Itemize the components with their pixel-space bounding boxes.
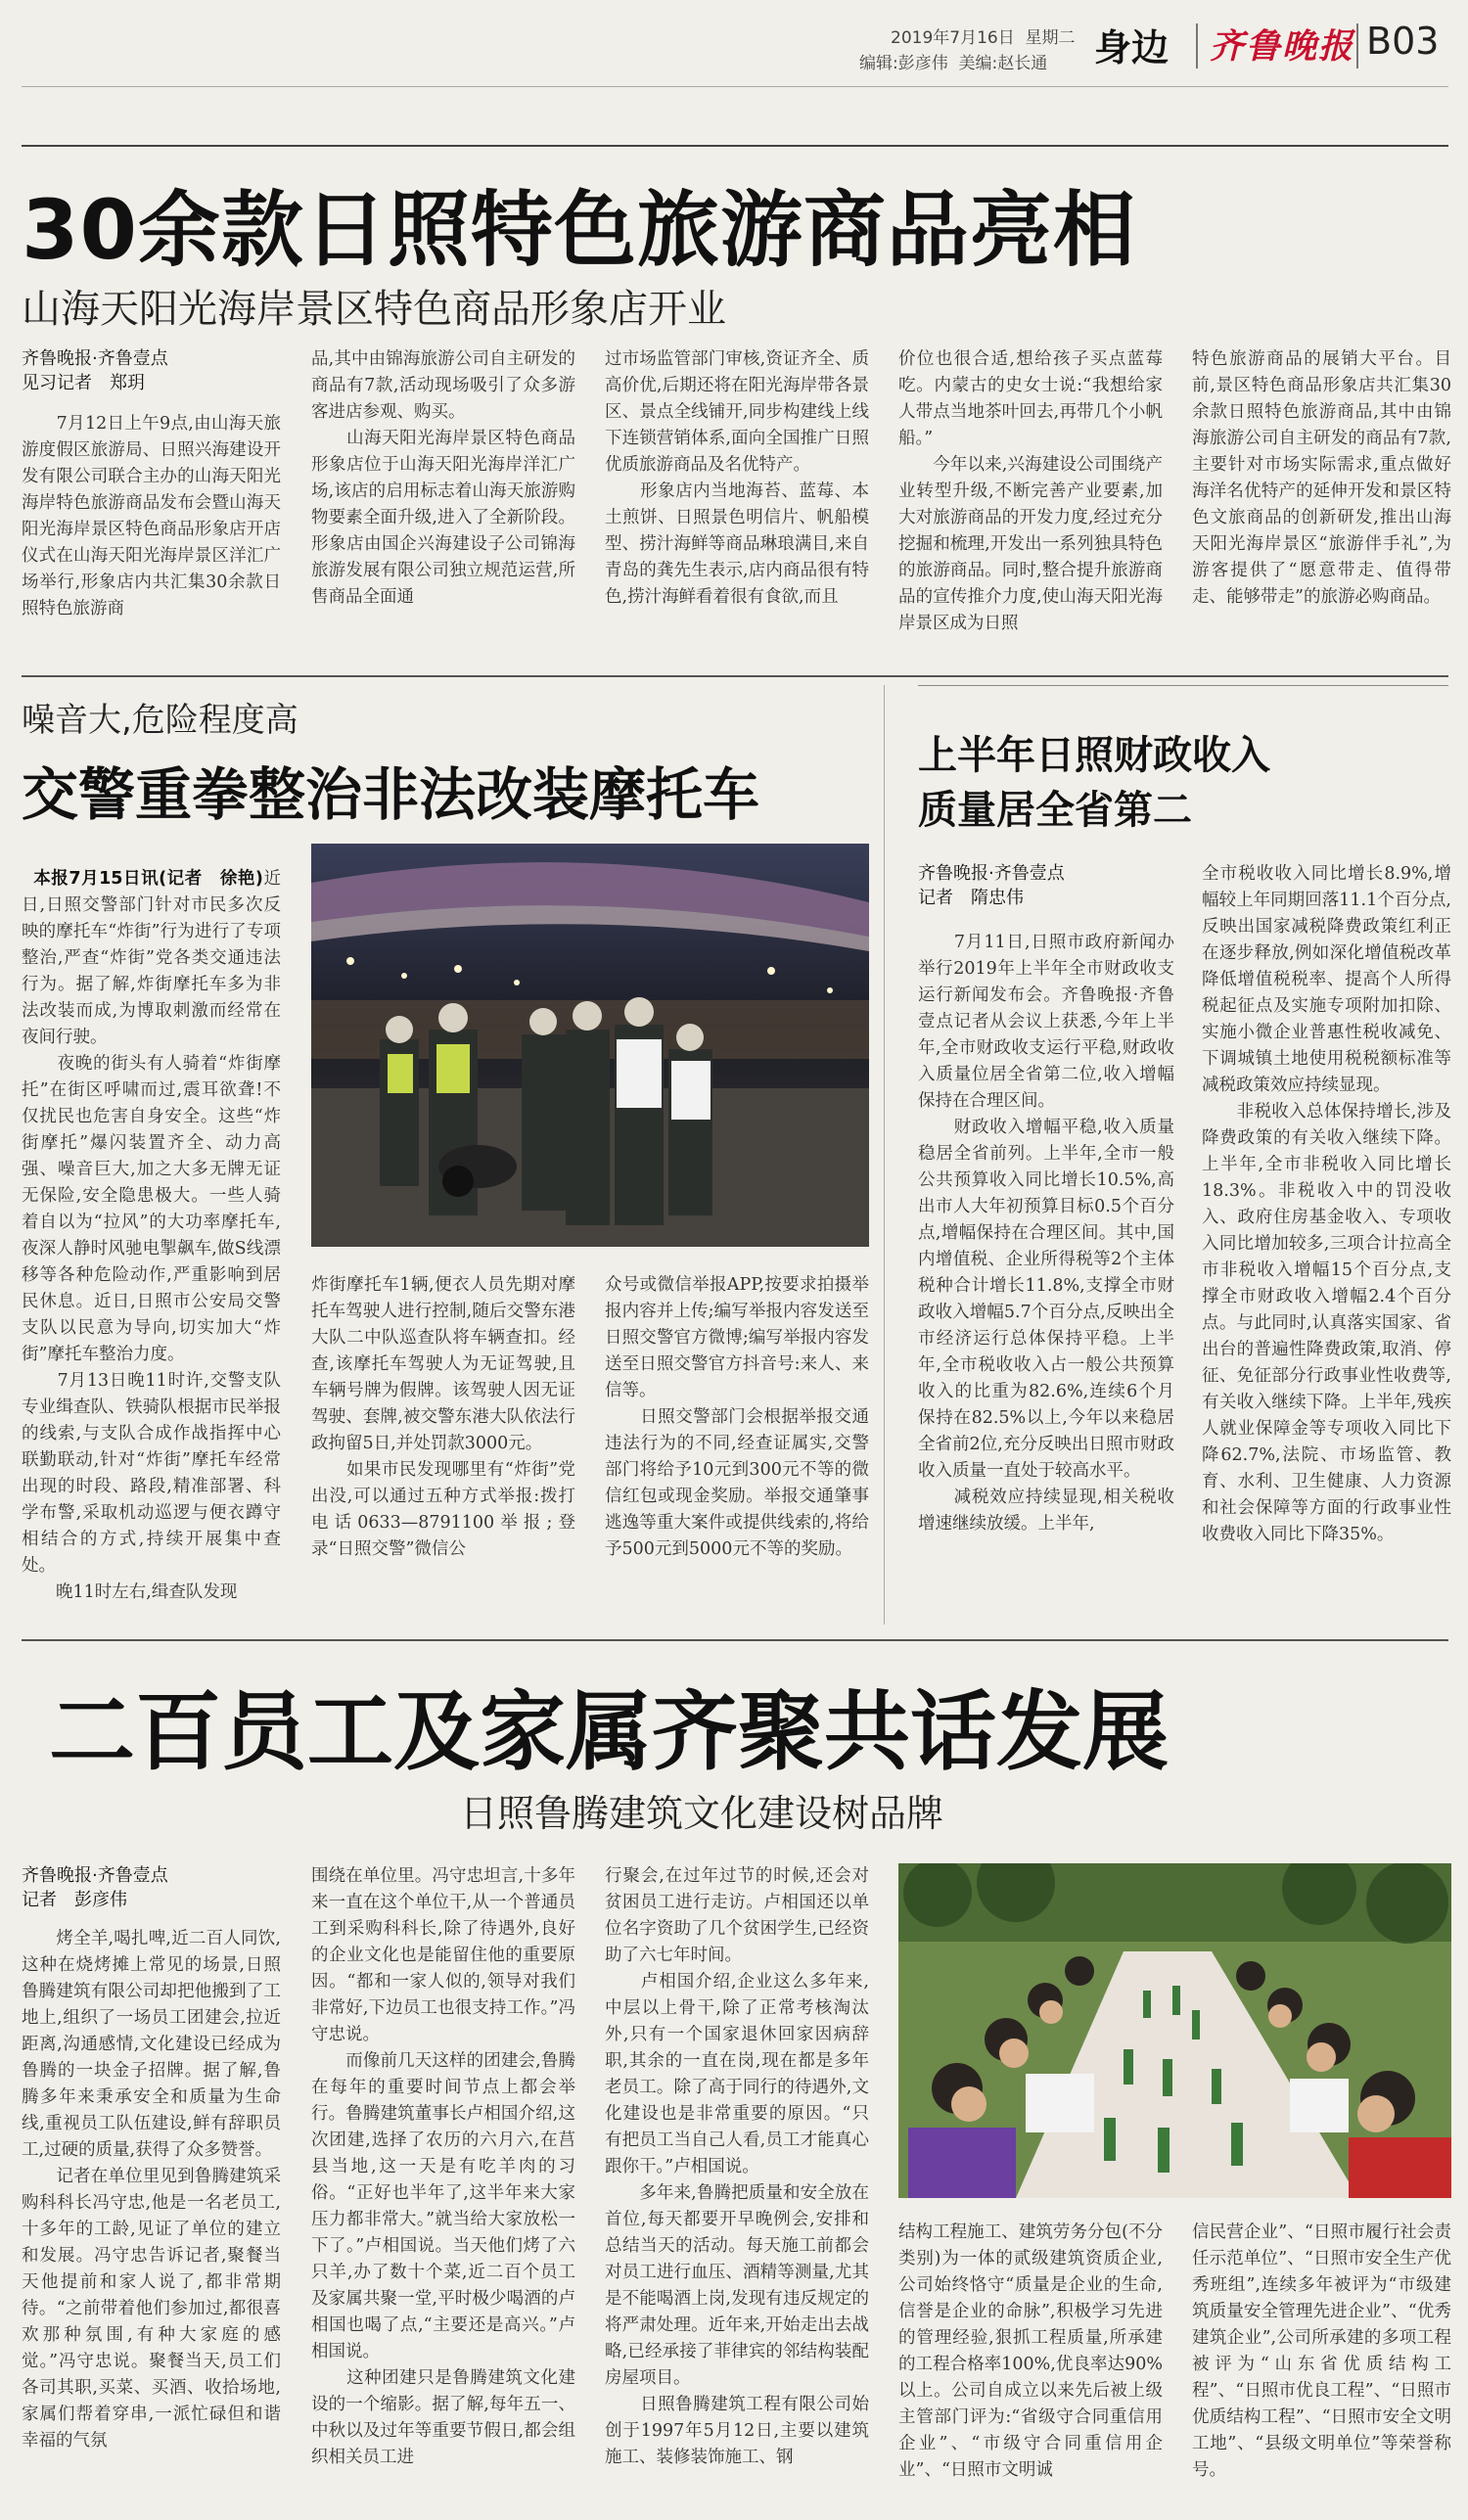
company-banquet-photo-svg	[898, 1863, 1451, 2198]
article1-byline: 齐鲁晚报·齐鲁壹点 见习记者 郑玥	[22, 348, 168, 393]
article4-col4: 结构工程施工、建筑劳务分包(不分类别)为一体的贰级建筑资质企业,公司始终恪守“质量是企业的生命,信誉是企业的命脉”,积极学习先进的管理经验,狠抓工程质量,所承建的工程合格率100%,优良率达90%以上。公司自成立以来先后被上级主管部门评为:“省级守合同重信用企业”、“市级守合同重信用企业”、“日照市文明诚	[898, 2222, 1163, 2480]
article4-col3: 行聚会,在过年过节的时候,还会对贫困员工进行走访。卢相国还以单位名字资助了几个贫困学生,已经资助了六七年时间。 卢相国介绍,企业这么多年来,中层以上骨干,除了正常考核淘汰外,只有一个国家退休回家因病辞职,其余的一直在岗,现在都是多年老员工。除了高于同行的待遇外,文化建设也是非常重要的原因。“只有把员工当自己人看,员工才能真心跟你干。”卢相国说。 多年来,鲁腾把质量和安全放在首位,每天都要开早晚例会,安排和总结当天的活动。每天施工前都会对员工进行血压、酒精等测量,尤其是不能喝酒上岗,发现有违反规定的将严肃处理。近年来,开始走出去战略,已经承接了菲律宾的邻结构装配房屋项目。 日照鲁腾建筑工程有限公司始创于1997年5月12日,主要以建筑施工、装修装饰施工、钢	[605, 1866, 869, 2467]
article1-col3: 过市场监管部门审核,资证齐全、质高价优,后期还将在阳光海岸带各景区、景点全线铺开,同步构建线上线下连锁营销体系,面向全国推广日照优质旅游商品及名优特产。 形象店内当地海苔、蓝莓、本土煎饼、日照景色明信片、帆船模型、捞汁海鲜等商品琳琅满目,来自青岛的龚先生表示,店内商品很有特色,捞汁海鲜看着很有食欲,而且	[605, 349, 869, 607]
traffic-police-photo-svg	[311, 844, 869, 1247]
header-date	[891, 23, 1076, 48]
top-rule-2	[22, 145, 1448, 147]
article2-col1	[22, 840, 281, 1621]
article2-col1-text: 近日,日照交警部门针对市民多次反映的摩托车“炸街”行为进行了专项整治,严查“炸街”党各类交通违法行为。据了解,炸街摩托车多为非法改装而成,为博取刺激而经常在夜间行驶。 夜晚的街头有人骑着“炸街摩托”在街区呼啸而过,震耳欲聋!不仅扰民也危害自身安全。这些“炸街摩托”爆闪装置齐全、动力高强、噪音巨大,加之大多无牌无证无保险,安全隐患极大。一些人骑着自以为“拉风”的大功率摩托车,夜深人静时风驰电掣飙车,做S线漂移等各种危险动作,严重影响到居民休息。近日,日照市公安局交警支队以民意为导向,切实加大“炸街”摩托车整治力度。 7月13日晚11时许,交警支队专业缉查队、铁骑队根据市民举报的线索,与支队合成作战指挥中心联勤联动,针对“炸街”摩托车经常出现的时段、路段,精准部署、科学布警,采取机动巡逻与便衣蹲守相结合的方式,持续开展集中查处。 晚11时左右,缉查队发现	[22, 869, 281, 1602]
article3-col1: 7月11日,日照市政府新闻办举行2019年上半年全市财政收支运行新闻发布会。齐鲁晚报·齐鲁壹点记者从会议上获悉,今年上半年,全市财政收支运行平稳,财政收入质量位居全省第二位,收入增幅保持在合理区间。 财政收入增幅平稳,收入质量稳居全省前列。上半年,全市一般公共预算收入同比增长10.5%,高出市人大年初预算目标0.5个百分点,增幅保持在合理区间。其中,国内增值税、企业所得税等2个主体税种合计增长11.8%,支撑全市财政收入增幅5.7个百分点,反映出全市经济运行总体保持平稳。上半年,全市税收收入占一般公共预算收入的比重为82.6%,连续6个月保持在82.5%以上,今年以来稳居全省前2位,充分反映出日照市财政收入质量一直处于较高水平。 减税效应持续显现,相关税收增速继续放缓。上半年,	[918, 933, 1174, 1534]
column-divider	[884, 685, 885, 1625]
section-rule-1	[22, 675, 1448, 677]
article1-col1: 7月12日上午9点,由山海天旅游度假区旅游局、日照兴海建设开发有限公司联合主办的山海天阳光海岸特色旅游商品发布会暨山海天阳光海岸景区特色商品形象店开店仪式在山海天阳光海岸景区洋汇广场举行,形象店内共汇集30余款日照特色旅游商	[22, 414, 281, 619]
article3-col2: 全市税收收入同比增长8.9%,增幅较上年同期回落11.1个百分点,反映出国家减税降费政策红利正在逐步释放,例如深化增值税改革降低增值税税率、提高个人所得税起征点及实施专项附加扣除、实施小微企业普惠性税收减免、下调城镇土地使用税税额标准等减税政策效应持续显现。 非税收入总体保持增长,涉及降费政策的有关收入继续下降。上半年,全市非税收入同比增长18.3%。非税收入中的罚没收入、政府住房基金收入、专项收入同比增加较多,三项合计拉高全市非税收入增幅15个百分点,支撑全市财政收入增幅2.4个百分点。与此同时,认真落实国家、省出台的普遍性降费政策,取消、停征、免征部分行政事业性收费等,有关收入继续下降。上半年,残疾人就业保障金等专项收入同比下降62.7%,法院、市场监管、教育、水利、卫生健康、人力资源和社会保障等方面的行政事业性收费收入同比下降35%。	[1202, 864, 1451, 1544]
designer-credit: 美编:赵长通	[958, 54, 1048, 73]
masthead-logo: 齐鲁晚报	[1210, 26, 1355, 67]
article1-col4: 价位也很合适,想给孩子买点蓝莓吃。内蒙古的史女士说:“我想给家人带点当地茶叶回去,再带几个小帆船。” 今年以来,兴海建设公司围绕产业转型升级,不断完善产业要素,加大对旅游商品的开发力度,经过充分挖掘和梳理,开发出一系列独具特色的旅游商品。同时,整合提升旅游商品的宣传推介力度,使山海天阳光海岸景区成为日照	[898, 349, 1163, 633]
article4-byline: 齐鲁晚报·齐鲁壹点 记者 彭彦伟	[22, 1865, 168, 1910]
article3-byline: 齐鲁晚报·齐鲁壹点 记者 隋忠伟	[918, 863, 1065, 908]
section-name: 身边	[1094, 26, 1170, 69]
article2-title: 交警重拳整治非法改装摩托车	[22, 761, 760, 828]
article4-col5: 信民营企业”、“日照市履行社会责任示范单位”、“日照市安全生产优秀班组”,连续多年被评为“市级建筑质量安全管理先进企业”、“优秀建筑企业”,公司所承建的多项工程被评为“山东省优质结构工程”、“日照市优良工程”、“日照市优质结构工程”、“日照市安全文明工地”、“县级文明单位”等荣誉称号。	[1192, 2222, 1451, 2480]
company-banquet-photo	[898, 1863, 1451, 2198]
article1-col2: 品,其中由锦海旅游公司自主研发的商品有7款,活动现场吸引了众多游客进店参观、购买。 山海天阳光海岸景区特色商品形象店位于山海天阳光海岸洋汇广场,该店的启用标志着山海天旅游购物要素全面升级,进入了全新阶段。形象店由国企兴海建设子公司锦海旅游发展有限公司独立规范运营,所售商品全面通	[311, 349, 575, 607]
article4-col1: 烤全羊,喝扎啤,近二百人同饮,这种在烧烤摊上常见的场景,日照鲁腾建筑有限公司却把他搬到了工地上,组织了一场员工团建会,拉近距离,沟通感情,文化建设已经成为鲁腾的一块金子招牌。据了解,鲁腾多年来秉承安全和质量为生命线,重视员工队伍建设,鲜有辞职员工,过硬的质量,获得了众多赞誉。 记者在单位里见到鲁腾建筑采购科科长冯守忠,他是一名老员工,十多年的工龄,见证了单位的建立和发展。冯守忠告诉记者,聚餐当天他提前和家人说了,都非常期待。“之前带着他们参加过,都很喜欢那种氛围,有种大家庭的感觉。”冯守忠说。聚餐当天,员工们各司其职,买菜、买酒、收拾场地,家属们帮着穿串,一派忙碌但和谐幸福的气氛	[22, 1929, 281, 2451]
article1-col5: 特色旅游商品的展销大平台。目前,景区特色商品形象店共汇集30余款日照特色旅游商品,其中由锦海旅游公司自主研发的商品有7款,主要针对市场实际需求,重点做好海洋名优特产的延伸开发和景区特色文旅商品的创新研发,推出山海天阳光海岸景区“旅游伴手礼”,为游客提供了“愿意带走、值得带走、能够带走”的旅游必购商品。	[1192, 349, 1451, 607]
article2-col3: 众号或微信举报APP,按要求拍摄举报内容并上传;编写举报内容发送至日照交警官方微博;编写举报内容发送至日照交警官方抖音号:来人、来信等。 日照交警部门会根据举报交通违法行为的不同,经查证属实,交警部门将给予10元到300元不等的微信红包或现金奖励。举报交通肇事逃逸等重大案件或提供线索的,将给予500元到5000元不等的奖励。	[605, 1275, 869, 1559]
issue-weekday: 星期二	[1025, 28, 1076, 48]
header-divider	[1196, 23, 1198, 69]
top-rule	[22, 86, 1448, 87]
article1-subtitle: 山海天阳光海岸景区特色商品形象店开业	[22, 287, 726, 332]
issue-date: 2019年7月16日	[891, 28, 1015, 48]
article4-subtitle: 日照鲁腾建筑文化建设树品牌	[460, 1792, 944, 1835]
article4-title: 二百员工及家属齐聚共话发展	[49, 1681, 1170, 1782]
header-editors	[859, 49, 1047, 73]
article3-title-line2: 质量居全省第二	[918, 788, 1192, 833]
header-divider-2	[1356, 23, 1358, 69]
article2-kicker: 噪音大,危险程度高	[22, 701, 298, 740]
article3-top-rule	[918, 685, 1448, 686]
article2-lead-label: 本报7月15日讯(记者 徐艳)	[33, 869, 263, 889]
section-rule-2	[22, 1639, 1448, 1641]
article2-col2: 炸街摩托车1辆,便衣人员先期对摩托车驾驶人进行控制,随后交警东港大队二中队巡查队将车辆查扣。经查,该摩托车驾驶人为无证驾驶,且车辆号牌为假牌。该驾驶人因无证驾驶、套牌,被交警东港大队依法行政拘留5日,并处罚款3000元。 如果市民发现哪里有“炸街”党出没,可以通过五种方式举报:拨打电话0633—8791100举报;登录“日照交警”微信公	[311, 1275, 575, 1559]
traffic-police-photo	[311, 844, 869, 1247]
article1-title: 30余款日照特色旅游商品亮相	[22, 182, 1136, 278]
editor-credit: 编辑:彭彦伟	[859, 54, 948, 73]
page-number: B03	[1366, 20, 1440, 63]
article3-title-line1: 上半年日照财政收入	[918, 733, 1270, 778]
article4-col2: 围绕在单位里。冯守忠坦言,十多年来一直在这个单位干,从一个普通员工到采购科科长,除了待遇外,良好的企业文化也是能留住他的重要原因。“都和一家人似的,领导对我们非常好,下边员工也很支持工作。”冯守忠说。 而像前几天这样的团建会,鲁腾在每年的重要时间节点上都会举行。鲁腾建筑董事长卢相国介绍,这次团建,选择了农历的六月六,在莒县当地,这一天是有吃羊肉的习俗。“正好也半年了,这半年来大家压力都非常大。”就当给大家放松一下了。”卢相国说。当天他们烤了六只羊,办了数十个菜,近二百个员工及家属共聚一堂,平时极少喝酒的卢相国也喝了点,“主要还是高兴。”卢相国说。 这种团建只是鲁腾建筑文化建设的一个缩影。据了解,每年五一、中秋以及过年等重要节假日,都会组织相关员工进	[311, 1866, 575, 2467]
